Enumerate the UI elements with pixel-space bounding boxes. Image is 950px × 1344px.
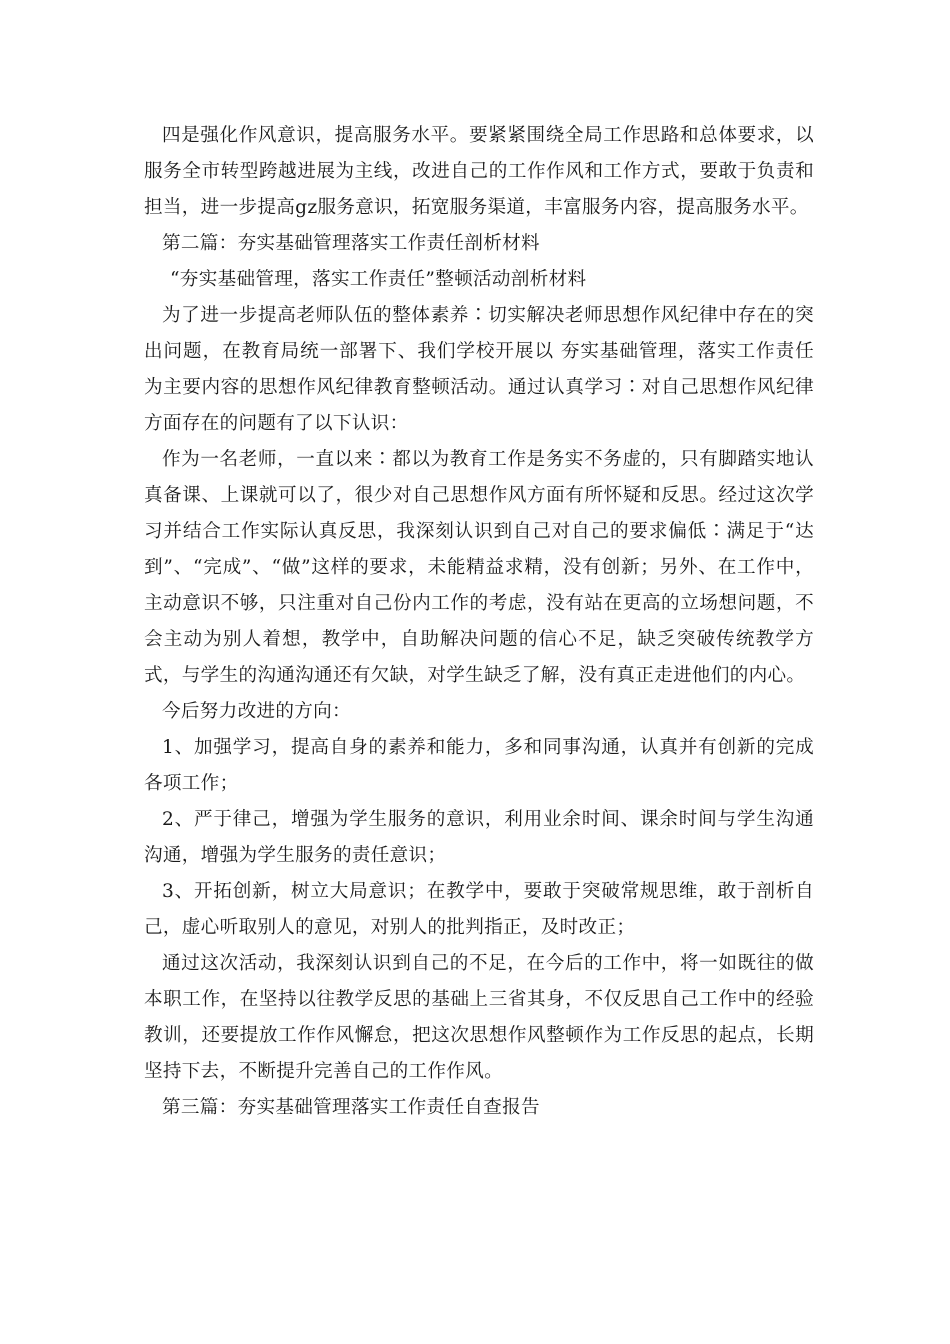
list-item-1: 1、加强学习，提高自身的素养和能力，多和同事沟通，认真并有创新的完成各项工作； xyxy=(144,737,814,794)
paragraph-improvement-direction: 今后努力改进的方向： xyxy=(162,701,351,722)
section-heading-part-three: 第三篇：夯实基础管理落实工作责任自查报告 xyxy=(162,1097,540,1118)
document-body xyxy=(144,118,814,1126)
paragraph-conclusion: 通过这次活动，我深刻认识到自己的不足，在今后的工作中，将一如既往的做本职工作，在坚持以往教学反思的基础上三省其身，不仅反思自己工作中的经验教训，还要提放工作作风懈怠，把这次思想作风整顿作为工作反思的起点，长期坚持下去，不断提升完善自己的工作作风。 xyxy=(144,953,814,1082)
section-heading-part-two: 第二篇：夯实基础管理落实工作责任剖析材料 xyxy=(162,233,540,254)
list-item-3: 3、开拓创新，树立大局意识；在教学中，要敢于突破常规思维，敢于剖析自己，虚心听取别人的意见，对别人的批判指正，及时改正； xyxy=(144,881,814,938)
activity-title: “夯实基础管理，落实工作责任”整顿活动剖析材料 xyxy=(170,269,587,290)
list-item-2: 2、严于律己，增强为学生服务的意识，利用业余时间、课余时间与学生沟通沟通，增强为学生服务的责任意识； xyxy=(144,809,814,866)
paragraph-intro: 为了进一步提高老师队伍的整体素养∶切实解决老师思想作风纪律中存在的突出问题，在教育局统一部署下、我们学校开展以 夯实基础管理，落实工作责任 为主要内容的思想作风纪律教育整顿活动。通过认真学习∶对自己思想作风纪律方面存在的问题有了以下认识： xyxy=(144,305,814,434)
paragraph-self-reflection: 作为一名老师，一直以来∶都以为教育工作是务实不务虚的，只有脚踏实地认真备课、上课就可以了，很少对自己思想作风方面有所怀疑和反思。经过这次学习并结合工作实际认真反思，我深刻认识到自己对自己的要求偏低∶满足于“达到”、“完成”、“做”这样的要求，未能精益求精，没有创新；另外、在工作中，主动意识不够，只注重对自己份内工作的考虑，没有站在更高的立场想问题，不会主动为别人着想，教学中，自助解决问题的信心不足，缺乏突破传统教学方式，与学生的沟通沟通还有欠缺，对学生缺乏了解，没有真正走进他们的内心。 xyxy=(144,449,814,686)
paragraph-improve-style: 四是强化作风意识，提高服务水平。要紧紧围绕全局工作思路和总体要求，以服务全市转型跨越进展为主线，改进自己的工作作风和工作方式，要敢于负责和担当，进一步提高gz服务意识，拓宽服务渠道，丰富服务内容，提高服务水平。 xyxy=(144,125,814,218)
